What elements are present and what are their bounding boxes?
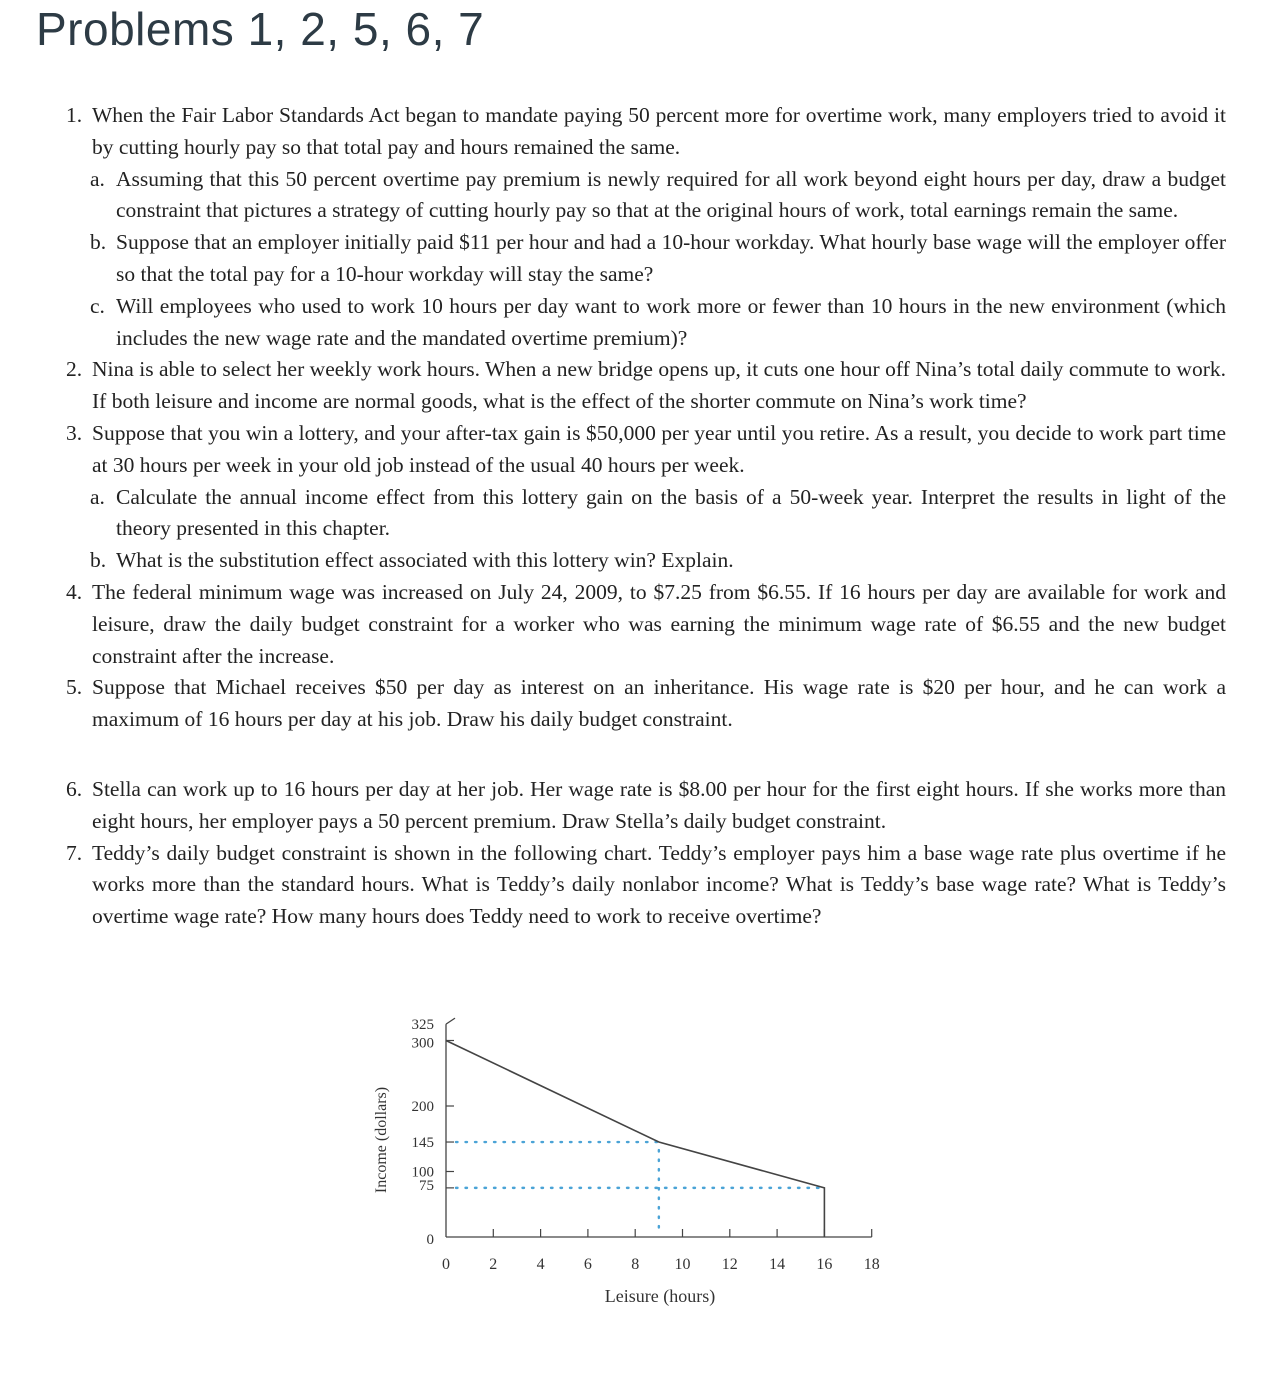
problem-number: 3. bbox=[66, 420, 83, 445]
x-tick-label: 2 bbox=[489, 1256, 498, 1273]
problem-5 bbox=[66, 672, 1226, 736]
problem-6 bbox=[66, 774, 1226, 838]
part-text: Will employees who used to work 10 hours per day want to work more or fewer than 10 hours in the new environment (which includes the new wage rate and the mandated overtime premium)? bbox=[116, 293, 1226, 350]
spacer bbox=[66, 736, 1226, 774]
problem-2 bbox=[66, 354, 1226, 418]
y-tick-label: 325 bbox=[411, 1017, 434, 1034]
y-tick-label: 75 bbox=[419, 1177, 434, 1194]
problem-number: 2. bbox=[66, 357, 83, 382]
part-text: Suppose that an employer initially paid $11 per hour and had a 10-hour workday. What hourly base wage will the employer offer so that the total pay for a 10-hour workday will stay the same? bbox=[116, 230, 1226, 286]
problem-number: 4. bbox=[66, 579, 83, 604]
problem-1a bbox=[90, 164, 1226, 228]
page-title: Problems 1, 2, 5, 6, 7 bbox=[36, 3, 485, 55]
problem-3 bbox=[66, 418, 1226, 482]
part-text: What is the substitution effect associated with this lottery win? Explain. bbox=[116, 548, 734, 573]
x-tick-label: 0 bbox=[442, 1256, 450, 1273]
problem-1c bbox=[90, 291, 1226, 355]
problem-number: 7. bbox=[66, 840, 83, 865]
y-axis-tick-mark bbox=[446, 1018, 455, 1024]
problem-number: 1. bbox=[66, 103, 83, 127]
x-tick-label: 8 bbox=[631, 1256, 640, 1273]
problem-text: Stella can work up to 16 hours per day at her job. Her wage rate is $8.00 per hour for the first eight hours. If she works more than eight hours, her employer pays a 50 percent premium. Draw Stella’s daily budget constraint. bbox=[92, 776, 1226, 833]
part-label: b. bbox=[90, 548, 107, 573]
problem-text: The federal minimum wage was increased on July 24, 2009, to $7.25 from $6.55. If 16 hours per day are available for work and leisure, draw the daily budget constraint for a worker who was earning the minimum wage rate of $6.55 and the new budget constraint after the increase. bbox=[92, 579, 1226, 668]
y-axis-label: Income (dollars) bbox=[373, 1086, 390, 1194]
part-text: Calculate the annual income effect from this lottery gain on the basis of a 50-week year. Interpret the results in light of the theory presented in this chapter. bbox=[116, 484, 1226, 541]
problem-number: 5. bbox=[66, 675, 83, 700]
problem-list bbox=[66, 100, 1226, 933]
part-label: a. bbox=[90, 166, 105, 191]
y-tick-label: 0 bbox=[426, 1232, 434, 1248]
x-tick-label: 12 bbox=[721, 1256, 738, 1273]
x-tick-label: 18 bbox=[863, 1256, 880, 1273]
x-tick-label: 14 bbox=[769, 1256, 786, 1273]
y-tick-label: 100 bbox=[411, 1164, 434, 1181]
problem-text: Suppose that Michael receives $50 per day as interest on an inheritance. His wage rate is $20 per hour, and he can work a maximum of 16 hours per day at his job. Draw his daily budget constraint. bbox=[92, 675, 1226, 732]
problem-3b bbox=[90, 545, 1226, 577]
budget-constraint-line bbox=[446, 1041, 824, 1238]
budget-constraint-chart bbox=[360, 1005, 900, 1325]
y-tick-label: 200 bbox=[411, 1099, 434, 1115]
problem-4 bbox=[66, 577, 1226, 672]
problem-text: Suppose that you win a lottery, and your after-tax gain is $50,000 per year until you retire. As a result, you decide to work part time at 30 hours per week in your old job instead of the usual 40 hours per week. bbox=[92, 420, 1226, 477]
y-tick-label: 145 bbox=[411, 1135, 434, 1152]
problem-text: Nina is able to select her weekly work hours. When a new bridge opens up, it cuts one hour off Nina’s total daily commute to work. If both leisure and income are normal goods, what is the effect of the shorter commute on Nina’s work time? bbox=[92, 357, 1226, 414]
problem-number: 6. bbox=[66, 776, 83, 801]
x-tick-label: 4 bbox=[536, 1256, 545, 1273]
part-label: b. bbox=[90, 230, 107, 255]
problem-text: Teddy’s daily budget constraint is shown in the following chart. Teddy’s employer pays him a base wage rate plus overtime if he works more than the standard hours. What is Teddy’s daily nonlabor income? What is Teddy’s base wage rate? What is Teddy’s overtime wage rate? How many hours does Teddy need to work to receive overtime? bbox=[92, 840, 1226, 929]
problem-text: When the Fair Labor Standards Act began to mandate paying 50 percent more for overtime work, many employers tried to avoid it by cutting hourly pay so that total pay and hours remained the same. bbox=[92, 103, 1226, 159]
x-axis-label: Leisure (hours) bbox=[604, 1286, 716, 1306]
problem-1 bbox=[66, 100, 1226, 164]
chart-svg bbox=[360, 1005, 900, 1325]
problem-1b bbox=[90, 227, 1226, 291]
x-tick-label: 10 bbox=[674, 1256, 691, 1273]
part-label: a. bbox=[90, 484, 105, 509]
y-tick-label: 300 bbox=[411, 1035, 434, 1052]
problem-7 bbox=[66, 838, 1226, 933]
problem-3a bbox=[90, 482, 1226, 546]
part-text: Assuming that this 50 percent overtime pay premium is newly required for all work beyond eight hours per day, draw a budget constraint that pictures a strategy of cutting hourly pay so that at the original hours of work, total earnings remain the same. bbox=[116, 166, 1226, 223]
x-tick-label: 6 bbox=[583, 1256, 592, 1273]
part-label: c. bbox=[90, 293, 105, 318]
x-tick-label: 16 bbox=[816, 1256, 833, 1273]
